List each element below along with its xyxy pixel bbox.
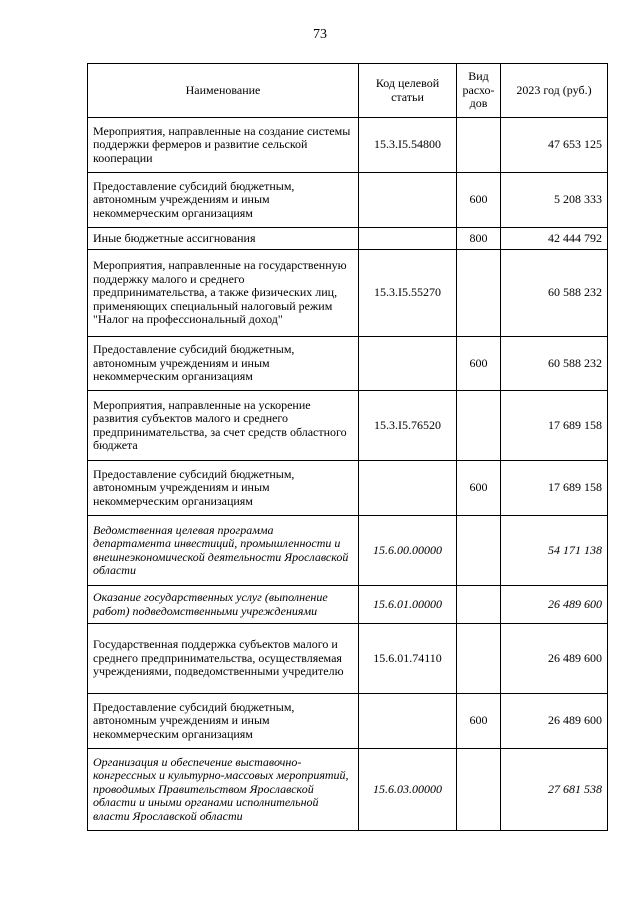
row-type: 600 (457, 461, 501, 516)
row-code: 15.6.01.00000 (359, 586, 457, 624)
row-code: 15.3.I5.54800 (359, 118, 457, 173)
row-name: Предоставление субсидий бюджетным, автономным учреждениям и иным некоммерческим организациям (88, 337, 359, 391)
table-row (88, 173, 608, 228)
row-type: 600 (457, 337, 501, 391)
row-sum: 60 588 232 (501, 337, 608, 391)
row-type (457, 586, 501, 624)
row-type: 800 (457, 228, 501, 250)
table-row (88, 586, 608, 624)
row-sum: 60 588 232 (501, 250, 608, 337)
header-sum: 2023 год (руб.) (501, 64, 608, 118)
row-sum: 26 489 600 (501, 624, 608, 694)
row-name: Иные бюджетные ассигнования (88, 228, 359, 250)
row-name: Организация и обеспечение выставочно-конгрессных и культурно-массовых мероприятий, проводимых Правительством Ярославской области и иными органами исполнительной власти Ярославской области (88, 749, 359, 831)
row-name: Ведомственная целевая программа департамента инвестиций, промышленности и внешнеэкономической деятельности Ярославской области (88, 516, 359, 586)
row-sum: 26 489 600 (501, 586, 608, 624)
row-code (359, 173, 457, 228)
row-code (359, 337, 457, 391)
row-code: 15.3.I5.76520 (359, 391, 457, 461)
table-row (88, 228, 608, 250)
row-type (457, 250, 501, 337)
table-row (88, 391, 608, 461)
row-code: 15.6.03.00000 (359, 749, 457, 831)
table-row (88, 749, 608, 831)
row-code (359, 694, 457, 749)
header-code: Код целевой статьи (359, 64, 457, 118)
row-name: Мероприятия, направленные на государственную поддержку малого и среднего предпринимательства, а также физических лиц, применяющих специальный налоговый режим "Налог на профессиональный доход" (88, 250, 359, 337)
table-row (88, 337, 608, 391)
budget-table (87, 63, 608, 831)
header-name: Наименование (88, 64, 359, 118)
row-name: Мероприятия, направленные на ускорение развития субъектов малого и среднего предпринимательства, за счет средств областного бюджета (88, 391, 359, 461)
row-name: Оказание государственных услуг (выполнение работ) подведомственными учреждениями (88, 586, 359, 624)
row-name: Предоставление субсидий бюджетным, автономным учреждениям и иным некоммерческим организациям (88, 173, 359, 228)
row-code: 15.6.00.00000 (359, 516, 457, 586)
table-row (88, 624, 608, 694)
row-type (457, 391, 501, 461)
row-sum: 47 653 125 (501, 118, 608, 173)
row-sum: 27 681 538 (501, 749, 608, 831)
row-type (457, 516, 501, 586)
row-sum: 42 444 792 (501, 228, 608, 250)
row-sum: 5 208 333 (501, 173, 608, 228)
row-name: Предоставление субсидий бюджетным, автономным учреждениям и иным некоммерческим организациям (88, 694, 359, 749)
table-header-row (88, 64, 608, 118)
row-type (457, 624, 501, 694)
row-code (359, 461, 457, 516)
row-code: 15.6.01.74110 (359, 624, 457, 694)
row-type (457, 749, 501, 831)
row-sum: 17 689 158 (501, 391, 608, 461)
row-name: Предоставление субсидий бюджетным, автономным учреждениям и иным некоммерческим организациям (88, 461, 359, 516)
row-code (359, 228, 457, 250)
header-type: Вид расхо-дов (457, 64, 501, 118)
table-row (88, 694, 608, 749)
page-number: 73 (313, 27, 327, 42)
row-type (457, 118, 501, 173)
row-sum: 17 689 158 (501, 461, 608, 516)
row-type: 600 (457, 173, 501, 228)
table-row (88, 250, 608, 337)
table-row (88, 118, 608, 173)
row-sum: 54 171 138 (501, 516, 608, 586)
row-code: 15.3.I5.55270 (359, 250, 457, 337)
row-type: 600 (457, 694, 501, 749)
table-row (88, 516, 608, 586)
table-row (88, 461, 608, 516)
row-name: Мероприятия, направленные на создание системы поддержки фермеров и развитие сельской кооперации (88, 118, 359, 173)
row-sum: 26 489 600 (501, 694, 608, 749)
row-name: Государственная поддержка субъектов малого и среднего предпринимательства, осуществляемая учреждениями, подведомственными учредителю (88, 624, 359, 694)
